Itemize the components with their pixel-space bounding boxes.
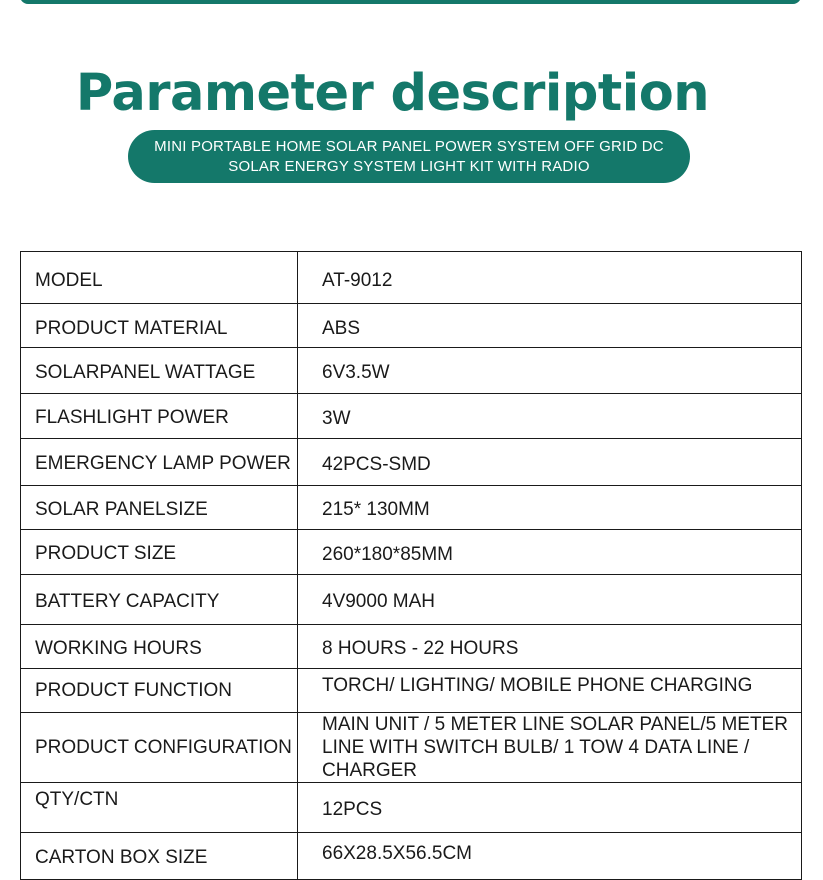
param-label: SOLAR PANELSIZE — [21, 486, 298, 530]
param-label: BATTERY CAPACITY — [21, 575, 298, 625]
param-label: PRODUCT CONFIGURATION — [21, 713, 298, 783]
param-value — [298, 713, 802, 783]
param-value-line: 42PCS-SMD — [322, 453, 431, 475]
param-label: SOLARPANEL WATTAGE — [21, 348, 298, 394]
param-label: PRODUCT MATERIAL — [21, 304, 298, 348]
param-value-line: 66X28.5X56.5CM — [322, 842, 472, 864]
param-value-line: 12PCS — [322, 799, 383, 820]
param-label: WORKING HOURS — [21, 625, 298, 669]
param-value-line: LINE WITH SWITCH BULB/ 1 TOW 4 DATA LINE / CHARGER — [322, 737, 750, 781]
table-row — [21, 625, 802, 669]
param-value — [298, 348, 802, 394]
param-value-line: 6V3.5W — [322, 362, 390, 383]
param-value-line: TORCH/ LIGHTING/ MOBILE PHONE CHARGING — [322, 675, 753, 696]
param-value-line: 3W — [322, 407, 351, 429]
param-value — [298, 486, 802, 530]
param-value — [298, 625, 802, 669]
parameter-table-body — [21, 252, 802, 880]
param-value — [298, 783, 802, 833]
table-row — [21, 252, 802, 304]
param-label: PRODUCT FUNCTION — [21, 669, 298, 713]
param-value-line: 260*180*85MM — [322, 543, 453, 565]
table-row — [21, 833, 802, 880]
param-value-line: AT-9012 — [322, 270, 393, 291]
param-label: FLASHLIGHT POWER — [21, 394, 298, 439]
page-title: Parameter description — [75, 64, 710, 123]
table-row — [21, 530, 802, 575]
parameter-table — [20, 251, 802, 880]
table-row — [21, 348, 802, 394]
param-value-line: MAIN UNIT / 5 METER LINE SOLAR PANEL/5 METER — [322, 714, 788, 735]
table-row — [21, 713, 802, 783]
param-value — [298, 669, 802, 713]
param-label: CARTON BOX SIZE — [21, 833, 298, 880]
param-value — [298, 530, 802, 575]
subtitle-banner — [128, 130, 690, 183]
param-value-line: 8 HOURS - 22 HOURS — [322, 638, 519, 659]
param-label: MODEL — [21, 252, 298, 304]
table-row — [21, 304, 802, 348]
param-value-line: ABS — [322, 318, 361, 339]
top-accent-bar — [20, 0, 801, 4]
param-value-line: 215* 130MM — [322, 499, 430, 520]
subtitle-line-1: MINI PORTABLE HOME SOLAR PANEL POWER SYSTEM OFF GRID DC — [154, 137, 664, 155]
table-row — [21, 575, 802, 625]
table-row — [21, 394, 802, 439]
param-value — [298, 394, 802, 439]
table-row — [21, 486, 802, 530]
param-label: QTY/CTN — [21, 783, 298, 833]
table-row — [21, 439, 802, 486]
param-value-line: 4V9000 MAH — [322, 591, 436, 612]
table-row — [21, 669, 802, 713]
table-row — [21, 783, 802, 833]
param-value — [298, 304, 802, 348]
param-value — [298, 252, 802, 304]
subtitle-line-2: SOLAR ENERGY SYSTEM LIGHT KIT WITH RADIO — [228, 157, 590, 175]
param-label: PRODUCT SIZE — [21, 530, 298, 575]
param-value — [298, 575, 802, 625]
param-label: EMERGENCY LAMP POWER — [21, 439, 298, 486]
param-value — [298, 833, 802, 880]
param-value — [298, 439, 802, 486]
